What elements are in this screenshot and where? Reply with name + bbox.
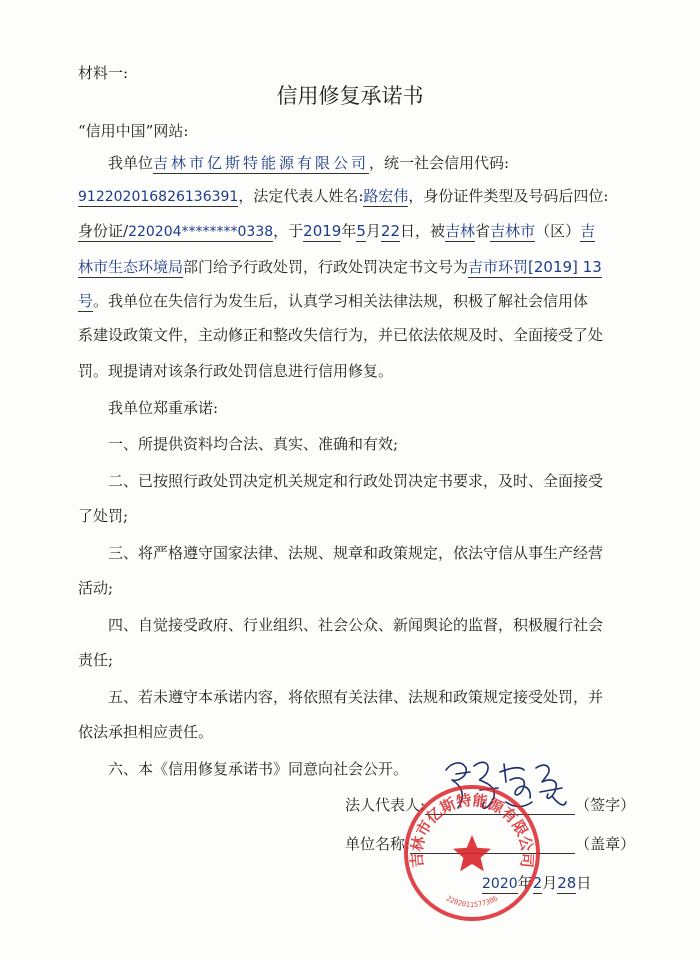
- pledge-item-2b: 了处罚;: [78, 507, 129, 525]
- pledge-item-4a: 四、自觉接受政府、行业组织、社会公众、新闻舆论的监督，积极履行社会: [108, 616, 604, 634]
- seal-code: 2202011577386: [444, 894, 500, 909]
- text: 年: [517, 874, 533, 892]
- p1-line-2: [78, 185, 608, 207]
- date-month: 2: [532, 874, 543, 892]
- pledge-item-1: 一、所提供资料均合法、真实、准确和有效;: [108, 435, 399, 453]
- text: 部门给予行政处罚，行政处罚决定书文号为: [183, 258, 469, 276]
- id-number: 220204********0338: [128, 224, 274, 240]
- text: 日，被: [400, 222, 446, 240]
- city: 吉林市: [490, 222, 536, 240]
- addressee: “信用中国”网站:: [78, 122, 189, 140]
- text: 日: [576, 874, 592, 892]
- signature-rep-label: 法人代表人:: [345, 796, 426, 814]
- pledge-item-4b: 责任;: [78, 651, 114, 669]
- pledge-item-2a: 二、已按照行政处罚决定机关规定和行政处罚决定书要求，及时、全面接受: [108, 472, 604, 490]
- seal-text: 吉林市亿斯特能源有限公司: [407, 790, 537, 869]
- pledge-item-5b: 依法承担相应责任。: [78, 723, 214, 741]
- p1-line-4: [78, 256, 602, 278]
- p1-line-5: [78, 290, 588, 312]
- text: ，法定代表人姓名:: [238, 187, 364, 205]
- text: 省: [475, 222, 491, 240]
- pledge-item-5a: 五、若未遵守本承诺内容，将依照有关法律、法规和政策规定接受处罚，并: [108, 688, 604, 706]
- dept-start: 吉: [580, 222, 596, 240]
- signature-rep-note: （签字）: [575, 796, 636, 814]
- penalty-day: 22: [380, 222, 401, 240]
- signature-unit-note: （盖章）: [575, 835, 636, 853]
- pledge-intro: 我单位郑重承诺:: [108, 399, 219, 417]
- document-title: 信用修复承诺书: [276, 84, 424, 108]
- text: 我单位: [108, 154, 154, 172]
- text: ，身份证件类型及号码后四位:: [408, 187, 609, 205]
- decision-number: 吉市环罚[2019] 13: [468, 258, 602, 276]
- text: 月: [542, 874, 558, 892]
- company-seal: [402, 783, 542, 923]
- p1-line-7: 罚。现提请对该条行政处罚信息进行信用修复。: [78, 362, 394, 380]
- p1-line-6: 系建设政策文件，主动修正和整改失信行为，并已依法依规及时、全面接受了处: [78, 326, 604, 344]
- company-name: 吉林市亿斯特能源有限公司: [153, 154, 370, 172]
- department: 林市生态环境局: [78, 258, 184, 276]
- p1-line-3: [78, 220, 595, 242]
- pledge-item-3b: 活动;: [78, 579, 114, 597]
- penalty-year: 2019: [303, 222, 342, 240]
- decision-number-end: 号: [78, 292, 94, 310]
- date-year: 2020: [482, 876, 518, 892]
- text: 月: [365, 222, 381, 240]
- signature-unit-label: 单位名称:: [345, 835, 411, 853]
- legal-rep-name: 路宏伟: [363, 187, 409, 205]
- date-day: 28: [557, 874, 577, 892]
- seal-star-icon: [453, 835, 491, 871]
- text: （区）: [535, 222, 581, 240]
- pledge-item-6: 六、本《信用修复承诺书》同意向社会公开。: [108, 760, 409, 778]
- id-type: 身份证/: [78, 222, 129, 240]
- text: ，于: [273, 222, 304, 240]
- pledge-item-3a: 三、将严格遵守国家法律、法规、规章和政策规定，依法守信从事生产经营: [108, 544, 604, 562]
- province: 吉林: [445, 222, 476, 240]
- text: ，统一社会信用代码:: [369, 154, 510, 172]
- p1-line-1: [108, 152, 509, 174]
- credit-code: 912202016826136391: [78, 189, 239, 205]
- material-label: 材料一:: [78, 64, 129, 82]
- text: 年: [341, 222, 357, 240]
- svg-text:2202011577386: [445, 894, 499, 909]
- penalty-month: 5: [356, 222, 366, 240]
- text: 。我单位在失信行为发生后，认真学习相关法律法规，积极了解社会信用体: [93, 292, 589, 310]
